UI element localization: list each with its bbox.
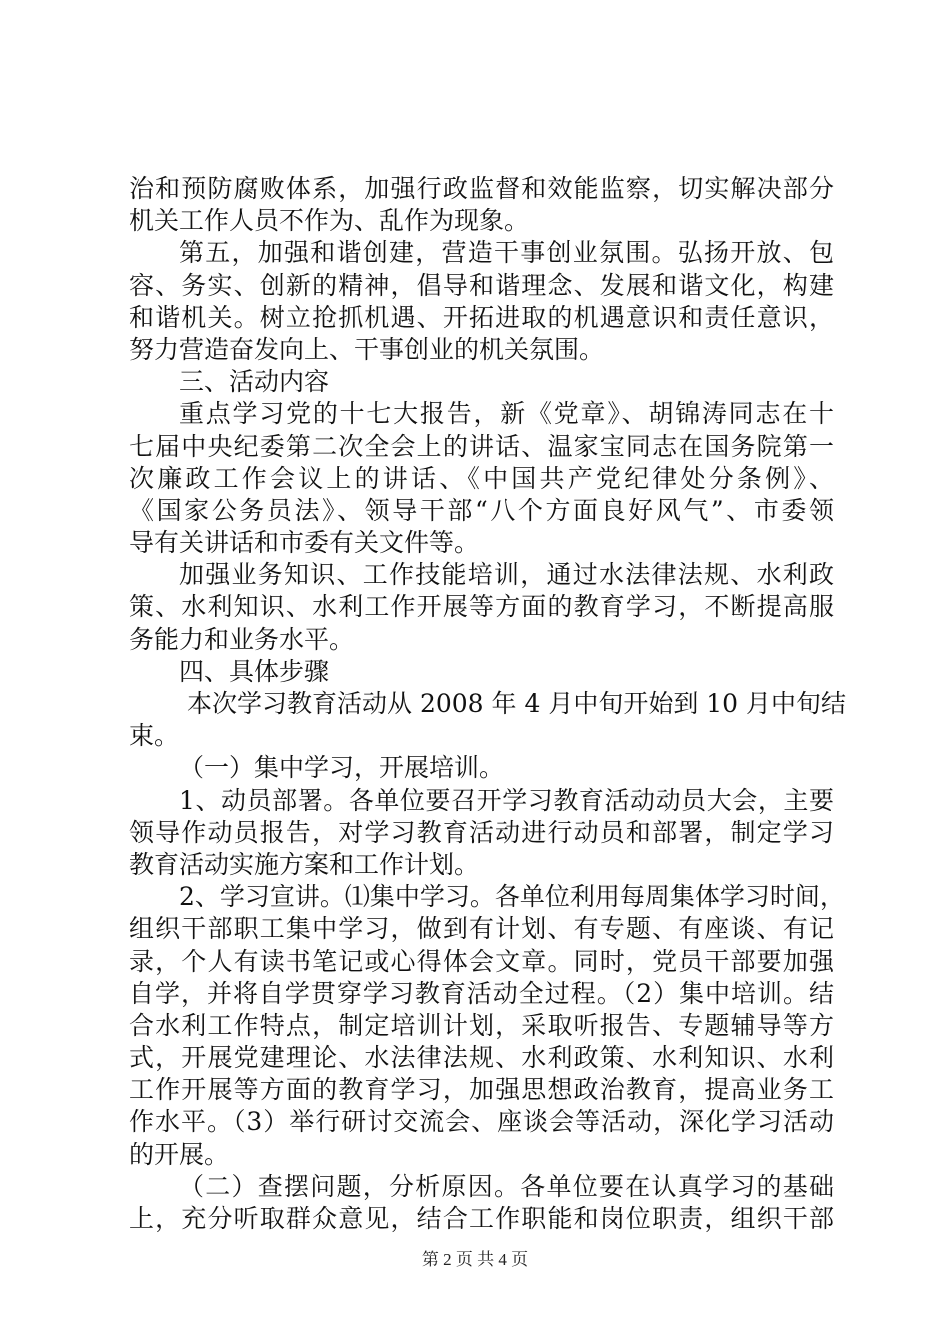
page-footer: 第 2 页 共 4 页 bbox=[421, 1250, 529, 1269]
text-line: 务能力和业务水平。 bbox=[129, 624, 355, 654]
text-line: 合水利工作特点，制定培训计划，采取听报告、专题辅导等方 bbox=[129, 1010, 834, 1040]
paragraph-start-line: 2、学习宣讲。⑴集中学习。各单位利用每周集体学习时间， bbox=[179, 882, 845, 912]
text-line: 次廉政工作会议上的讲话、《中国共产党纪律处分条例》、 bbox=[129, 463, 834, 493]
section-heading: 三、活动内容 bbox=[179, 367, 330, 397]
text-line: 努力营造奋发向上、干事创业的机关氛围。 bbox=[129, 334, 605, 364]
text-line: 作水平。（3）举行研讨交流会、座谈会等活动，深化学习活动 bbox=[129, 1107, 834, 1137]
text-line: 七届中央纪委第二次全会上的讲话、温家宝同志在国务院第一 bbox=[129, 431, 834, 461]
paragraph-start-line: 重点学习党的十七大报告，新《党章》、胡锦涛同志在十 bbox=[179, 399, 834, 429]
paragraph-start-line: 加强业务知识、工作技能培训，通过水法律法规、水利政 bbox=[179, 560, 834, 590]
text-line: 治和预防腐败体系，加强行政监督和效能监察，切实解决部分 bbox=[129, 174, 834, 203]
text-line: 机关工作人员不作为、乱作为现象。 bbox=[129, 206, 530, 236]
text-line: 自学，并将自学贯穿学习教育活动全过程。（2）集中培训。结 bbox=[129, 978, 834, 1008]
paragraph-start-line: 第五，加强和谐创建，营造干事创业氛围。弘扬开放、包 bbox=[179, 238, 834, 268]
text-line: 式，开展党建理论、水法律法规、水利政策、水利知识、水利 bbox=[129, 1043, 834, 1073]
text-line: 录，个人有读书笔记或心得体会文章。同时，党员干部要加强 bbox=[129, 946, 834, 976]
text-line: 束。 bbox=[129, 721, 180, 751]
text-line: 策、水利知识、水利工作开展等方面的教育学习，不断提高服 bbox=[129, 592, 834, 622]
text-line: 教育活动实施方案和工作计划。 bbox=[129, 849, 480, 879]
paragraph-start-line: 本次学习教育活动从 2008 年 4 月中旬开始到 10 月中旬结 bbox=[187, 689, 847, 718]
text-line: 导有关讲话和市委有关文件等。 bbox=[129, 528, 480, 558]
subsection-heading: （一）集中学习，开展培训。 bbox=[179, 753, 505, 783]
text-line: 工作开展等方面的教育学习，加强思想政治教育，提高业务工 bbox=[129, 1075, 834, 1105]
text-line: 容、务实、创新的精神，倡导和谐理念、发展和谐文化，构建 bbox=[129, 270, 834, 300]
paragraph-start-line: （二）查摆问题，分析原因。各单位要在认真学习的基础 bbox=[179, 1171, 834, 1201]
text-line: 和谐机关。树立抢抓机遇、开拓进取的机遇意识和责任意识， bbox=[129, 302, 834, 332]
text-line: 上，充分听取群众意见，结合工作职能和岗位职责，组织干部 bbox=[129, 1204, 834, 1233]
text-line: 领导作动员报告，对学习教育活动进行动员和部署，制定学习 bbox=[129, 817, 834, 847]
text-line: 的开展。 bbox=[129, 1139, 230, 1169]
text-line: 《国家公务员法》、领导干部“八个方面良好风气”、市委领 bbox=[129, 495, 834, 525]
section-heading: 四、具体步骤 bbox=[179, 656, 330, 686]
text-line: 组织干部职工集中学习，做到有计划、有专题、有座谈、有记 bbox=[129, 914, 834, 944]
body-text bbox=[129, 173, 847, 1235]
paragraph-start-line: 1、动员部署。各单位要召开学习教育活动动员大会，主要 bbox=[179, 785, 834, 815]
